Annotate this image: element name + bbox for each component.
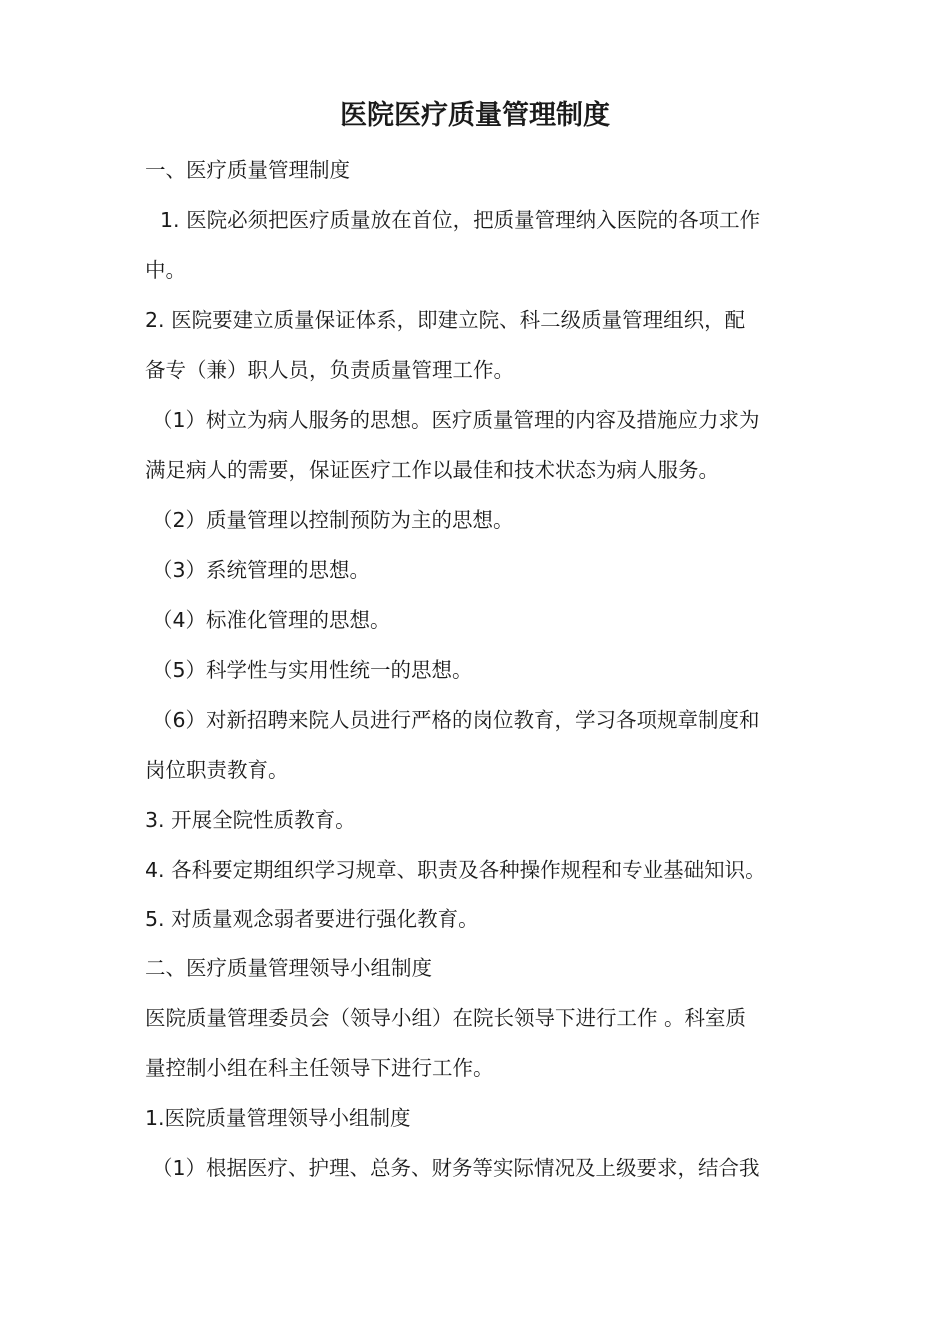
section-heading-1: 一、医疗质量管理制度: [145, 158, 350, 182]
paragraph-line: （5）科学性与实用性统一的思想。: [152, 658, 473, 682]
paragraph-line: 1. 医院必须把医疗质量放在首位，把质量管理纳入医院的各项工作: [160, 208, 761, 232]
paragraph-line: 3. 开展全院性质教育。: [145, 808, 356, 832]
paragraph-line: 5. 对质量观念弱者要进行强化教育。: [145, 907, 479, 931]
paragraph-line: （4）标准化管理的思想。: [152, 608, 391, 632]
subsection-heading: 1.医院质量管理领导小组制度: [145, 1106, 411, 1130]
document-title: 医院医疗质量管理制度: [340, 100, 610, 131]
paragraph-line: 满足病人的需要，保证医疗工作以最佳和技术状态为病人服务。: [145, 458, 719, 482]
paragraph-line: 医院质量管理委员会（领导小组）在院长领导下进行工作 。科室质: [145, 1006, 747, 1030]
section-heading-2: 二、医疗质量管理领导小组制度: [145, 956, 432, 980]
paragraph-line: （6）对新招聘来院人员进行严格的岗位教育，学习各项规章制度和: [152, 708, 760, 732]
paragraph-line: 中。: [145, 258, 186, 282]
paragraph-line: （1）树立为病人服务的思想。医疗质量管理的内容及措施应力求为: [152, 408, 760, 432]
paragraph-line: （3）系统管理的思想。: [152, 558, 371, 582]
paragraph-line: 备专（兼）职人员，负责质量管理工作。: [145, 358, 514, 382]
paragraph-line: 4. 各科要定期组织学习规章、职责及各种操作规程和专业基础知识。: [145, 858, 766, 882]
paragraph-line: （2）质量管理以控制预防为主的思想。: [152, 508, 514, 532]
paragraph-line: 量控制小组在科主任领导下进行工作。: [145, 1056, 494, 1080]
paragraph-line: 岗位职责教育。: [145, 758, 289, 782]
paragraph-line: 2. 医院要建立质量保证体系，即建立院、科二级质量管理组织，配: [145, 308, 746, 332]
paragraph-line: （1）根据医疗、护理、总务、财务等实际情况及上级要求，结合我: [152, 1156, 760, 1180]
